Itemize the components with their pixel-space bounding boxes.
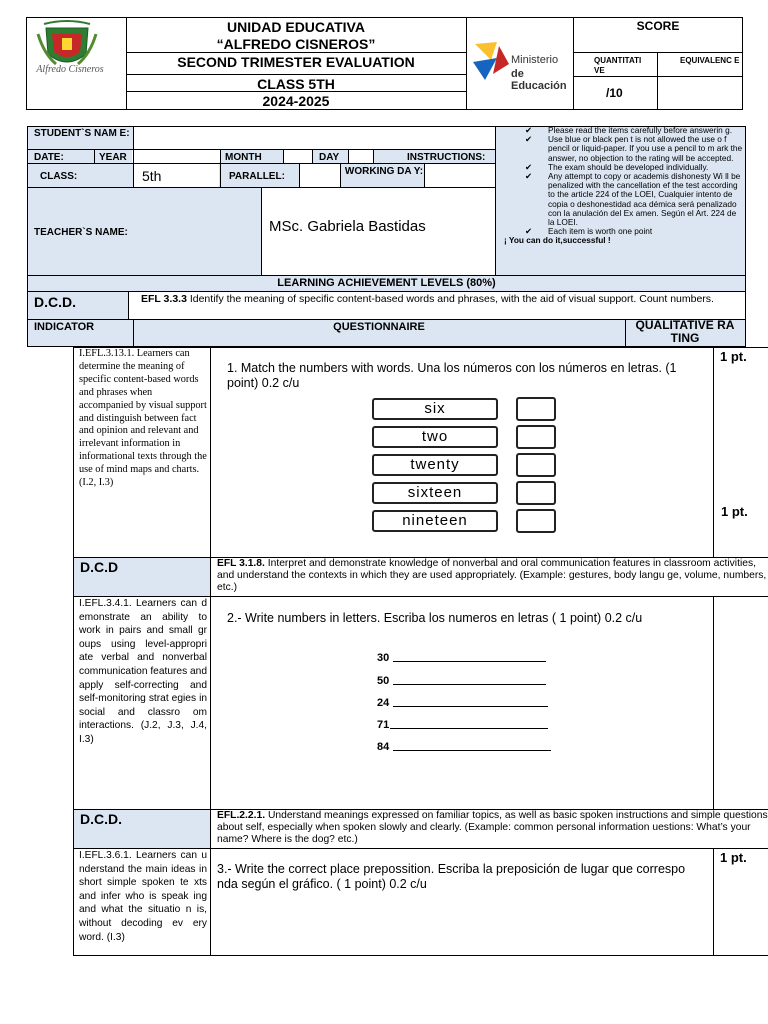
match-answer-box[interactable] xyxy=(516,509,556,533)
dcd3-label: D.C.D. xyxy=(80,811,122,827)
score-equivalence-label: EQUIVALENC E xyxy=(680,56,740,65)
match-word-six: six xyxy=(372,398,498,420)
instruction-item: ✔ Please read the items carefully before answerin g. xyxy=(525,125,733,135)
section3-points: 1 pt. xyxy=(720,850,747,865)
match-word-two: two xyxy=(372,426,498,448)
answer-line[interactable] xyxy=(393,750,551,751)
question2-text: 2.- Write numbers in letters. Escriba los numeros en letras ( 1 point) 0.2 c/u xyxy=(227,611,643,625)
class-title: CLASS 5TH xyxy=(257,76,335,92)
dcd2-text: EFL 3.1.8. Interpret and demonstrate knowledge of nonverbal and oral communication features in classroom activities, and understand the contexts in which they are used appropriately. (Example: gestures, body langu ge, volume, numbers, etc.) xyxy=(217,558,767,593)
success-text: ¡ You can do it,successful ! xyxy=(504,235,611,246)
question3-text: 3.- Write the correct place prepossition. Escriba la preposición de lugar que correspo nda según el gráfico. ( 1 point) 0.2 c/u xyxy=(217,862,686,891)
match-word-nineteen: nineteen xyxy=(372,510,498,532)
answer-line[interactable] xyxy=(393,706,548,707)
day-label: DAY xyxy=(319,152,340,163)
working-day-label: WORKING DA Y: xyxy=(344,166,424,177)
evaluation-title: SECOND TRIMESTER EVALUATION xyxy=(177,54,415,70)
number-84: 84 xyxy=(377,741,390,753)
score-title: SCORE xyxy=(636,19,680,33)
month-label: MONTH xyxy=(225,152,262,163)
match-answer-box[interactable] xyxy=(516,453,556,477)
school-name-line2: “ALFREDO CISNEROS” xyxy=(216,36,376,52)
school-name-line1: UNIDAD EDUCATIVA xyxy=(227,19,365,35)
match-answer-box[interactable] xyxy=(516,481,556,505)
dcd1-label: D.C.D. xyxy=(34,294,76,310)
match-word-sixteen: sixteen xyxy=(372,482,498,504)
learning-levels-title: LEARNING ACHIEVEMENT LEVELS (80%) xyxy=(277,277,496,289)
school-year: 2024-2025 xyxy=(262,93,330,109)
section1-indicator: I.EFL.3.13.1. Learners can determine the meaning of specific content-based words and phrases when accompanied by visual support and distinguish between fact and opinion and relevant and irrelevant information in informational texts through the use of mind maps and charts. (I.2, I.3) xyxy=(79,348,207,489)
dcd3-text: EFL.2.2.1. Understand meanings expressed on familiar topics, as well as basic spoken instructions and simple questions about self, especially when spoken slowly and clearly. (Example: common personal information uestions: What’s your name? Where is the dog? etc.) xyxy=(217,810,768,845)
section1-points-mid: 1 pt. xyxy=(721,504,748,519)
instruction-item: ✔ The exam should be developed individually. xyxy=(525,161,709,172)
ministry-logo xyxy=(471,40,571,92)
class-label: CLASS: xyxy=(40,171,78,182)
match-word-twenty: twenty xyxy=(372,454,498,476)
section3-indicator: I.EFL.3.6.1. Learners can u nderstand the main ideas in short simple spoken te xts and infer who is speak ing and what the situatio n is, without decoding ev ery word. (I.3) xyxy=(79,850,207,943)
question1-text: 1. Match the numbers with words. Una los números con los números en letras. (1 point) 0.2 c/u xyxy=(227,361,677,390)
number-24: 24 xyxy=(377,697,390,709)
number-30: 30 xyxy=(377,652,390,664)
number-50: 50 xyxy=(377,675,390,687)
answer-line[interactable] xyxy=(393,684,546,685)
number-71: 71 xyxy=(377,719,390,731)
student-name-label: STUDENT`S NAM E: xyxy=(34,128,130,139)
instruction-item: ✔ Any attempt to copy or academis dishonesty Wi ll be penalized with the cancellation ef the test according to the article 224 of the LOEI, Cualquier intento de copia o deshonestidad aca démica será penalizado con la anulación del Ex amen. Según el Art. 224 de la LOEI. xyxy=(525,171,741,228)
teacher-name-label: TEACHER`S NAME: xyxy=(34,227,128,238)
instruction-item: ✔ Use blue or black pen t is not allowed the use o f pencil or liquid-paper. If you use a pencil to m ark the answer, no objection to the rating will be accepted. xyxy=(525,134,743,163)
questionnaire-column-header: QUESTIONNAIRE xyxy=(333,321,425,333)
score-quantitative-label: QUANTITATI VE xyxy=(594,56,642,75)
match-answer-box[interactable] xyxy=(516,397,556,421)
score-value: /10 xyxy=(606,86,623,100)
match-answer-box[interactable] xyxy=(516,425,556,449)
section2-indicator: I.EFL.3.4.1. Learners can d emonstrate an ability to work in pairs and small gr oups using level-appropri ate verbal and nonverbal communication features and apply self-correcting and self-monitoring strat egies in social and classro om interactions. (J.2, J.3, J.4, I.3) xyxy=(79,598,207,745)
class-value: 5th xyxy=(142,168,162,184)
ministry-line1: Ministerio xyxy=(511,54,559,66)
section1-points-top: 1 pt. xyxy=(720,349,747,364)
indicator-column-header: INDICATOR xyxy=(34,321,95,333)
date-label: DATE: xyxy=(34,152,64,163)
instructions-list xyxy=(498,126,744,246)
answer-line[interactable] xyxy=(390,728,548,729)
instruction-item: ✔ Each item is worth one point xyxy=(525,226,653,237)
school-logo-text: Alfredo Cisneros xyxy=(36,64,104,75)
dcd2-label: D.C.D xyxy=(80,559,119,575)
rating-column-header: QUALITATIVE RA TING xyxy=(635,318,735,345)
year-label: YEAR xyxy=(99,152,127,163)
instructions-label: INSTRUCTIONS: xyxy=(407,152,486,163)
parallel-label: PARALLEL: xyxy=(229,171,285,182)
answer-line[interactable] xyxy=(393,661,546,662)
ministry-line2: de Educación xyxy=(511,68,567,92)
dcd1-text: EFL 3.3.3 Identify the meaning of specific content-based words and phrases, with the aid of visual support. Count numbers. xyxy=(141,293,714,305)
teacher-name-value: MSc. Gabriela Bastidas xyxy=(269,218,426,235)
